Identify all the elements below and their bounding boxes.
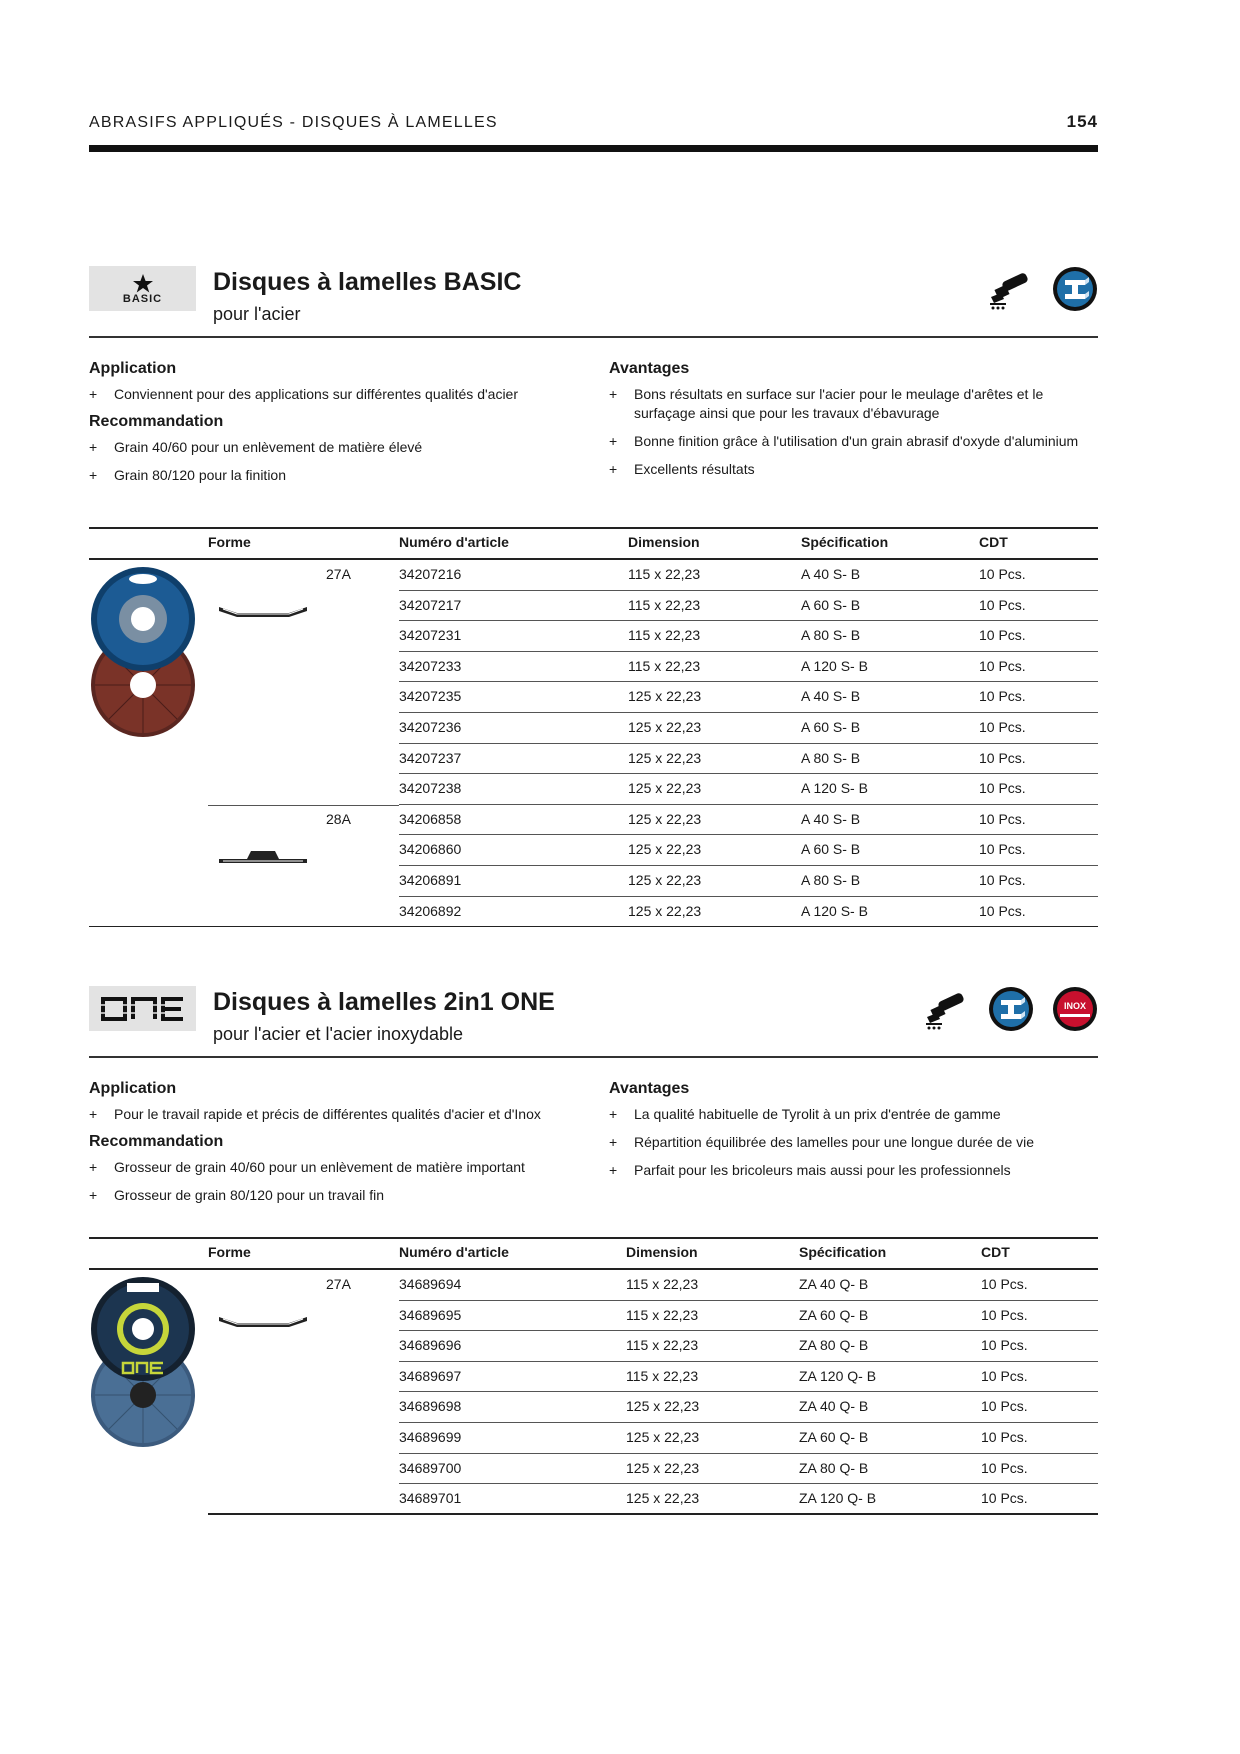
cell-specification: A 60 S- B xyxy=(801,719,861,735)
cell-specification: A 60 S- B xyxy=(801,841,861,858)
cell-cdt: 10 Pcs. xyxy=(979,902,1026,919)
product-subtitle: pour l'acier et l'acier inoxydable xyxy=(213,1024,464,1044)
table-row xyxy=(89,682,1098,713)
table-row xyxy=(89,560,1098,591)
cell-cdt: 10 Pcs. xyxy=(979,627,1026,644)
cell-dimension: 125 x 22,23 xyxy=(628,688,702,705)
cell-dimension: 115 x 22,23 xyxy=(628,627,701,644)
steel-material-icon xyxy=(988,986,1034,1032)
cell-dimension: 115 x 22,23 xyxy=(628,566,701,582)
one-badge xyxy=(89,986,196,1031)
cell-dimension: 125 x 22,23 xyxy=(628,810,702,827)
application-heading: Application xyxy=(89,360,177,377)
avantages-item: + La qualité habituelle de Tyrolit à un prix d'entrée de gamme xyxy=(609,1105,1098,1124)
cell-numero-article: 34207237 xyxy=(399,749,462,766)
cell-cdt: 10 Pcs. xyxy=(981,1337,1028,1354)
cell-numero-article: 34206892 xyxy=(399,902,462,919)
cell-forme: 28A xyxy=(326,810,351,827)
table-row xyxy=(89,1270,1098,1301)
table-row xyxy=(89,1484,1098,1515)
cell-specification: A 80 S- B xyxy=(801,749,861,766)
product-title: Disques à lamelles BASIC xyxy=(213,268,522,296)
inox-material-icon xyxy=(1052,986,1098,1032)
table-row xyxy=(89,1301,1098,1332)
cell-specification: ZA 40 Q- B xyxy=(799,1276,869,1292)
product-basic xyxy=(89,266,1098,494)
basic-badge-label: BASIC xyxy=(122,293,163,305)
cell-dimension: 125 x 22,23 xyxy=(628,872,702,888)
avantages-item: + Excellents résultats xyxy=(609,460,1098,479)
cell-dimension: 125 x 22,23 xyxy=(626,1490,700,1507)
cell-cdt: 10 Pcs. xyxy=(981,1429,1028,1445)
avantages-heading: Avantages xyxy=(609,1080,690,1097)
page-header xyxy=(89,112,1098,132)
inox-label: INOX xyxy=(1063,1001,1086,1011)
header-dimension: Dimension xyxy=(628,534,700,550)
article-table-basic xyxy=(89,527,1098,927)
avantages-heading: Avantages xyxy=(609,360,690,377)
cell-dimension: 115 x 22,23 xyxy=(626,1337,699,1354)
cell-cdt: 10 Pcs. xyxy=(981,1490,1028,1507)
cell-numero-article: 34207235 xyxy=(399,688,462,705)
application-item: + Conviennent pour des applications sur différentes qualités d'acier xyxy=(89,385,609,404)
product-title: Disques à lamelles 2in1 ONE xyxy=(213,988,555,1016)
table-row xyxy=(89,805,1098,836)
recommandation-item: + Grosseur de grain 40/60 pour un enlèvement de matière important xyxy=(89,1158,609,1177)
cell-numero-article: 34689699 xyxy=(399,1429,462,1445)
cell-numero-article: 34206858 xyxy=(399,810,462,827)
recommandation-item: + Grain 80/120 pour la finition xyxy=(89,466,609,485)
cell-specification: A 120 S- B xyxy=(801,780,868,797)
cell-cdt: 10 Pcs. xyxy=(979,688,1026,705)
application-heading: Application xyxy=(89,1080,177,1097)
header-dimension: Dimension xyxy=(626,1244,698,1260)
cell-numero-article: 34207233 xyxy=(399,657,462,674)
header-specification: Spécification xyxy=(801,534,889,550)
header-forme: Forme xyxy=(208,1244,251,1260)
cell-numero-article: 34689700 xyxy=(399,1459,462,1476)
table-row xyxy=(89,744,1098,775)
cell-specification: ZA 120 Q- B xyxy=(799,1367,877,1384)
cell-cdt: 10 Pcs. xyxy=(981,1306,1028,1323)
cell-numero-article: 34206891 xyxy=(399,872,462,888)
cell-dimension: 125 x 22,23 xyxy=(628,902,702,919)
cell-numero-article: 34689701 xyxy=(399,1490,462,1507)
cell-cdt: 10 Pcs. xyxy=(979,566,1026,582)
cell-dimension: 115 x 22,23 xyxy=(626,1367,699,1384)
avantages-item: + Parfait pour les bricoleurs mais aussi pour les professionnels xyxy=(609,1161,1098,1180)
cell-numero-article: 34206860 xyxy=(399,841,462,858)
table-top-rule xyxy=(89,527,1098,529)
cell-dimension: 125 x 22,23 xyxy=(626,1429,700,1445)
header-cdt: CDT xyxy=(979,534,1008,550)
table-row xyxy=(89,897,1098,928)
basic-badge xyxy=(89,266,196,311)
cell-specification: ZA 60 Q- B xyxy=(799,1306,869,1323)
cell-cdt: 10 Pcs. xyxy=(981,1459,1028,1476)
header-forme: Forme xyxy=(208,534,251,550)
table-row xyxy=(89,1392,1098,1423)
cell-specification: ZA 80 Q- B xyxy=(799,1459,869,1476)
application-item: + Pour le travail rapide et précis de différentes qualités d'acier et d'Inox xyxy=(89,1105,609,1124)
cell-numero-article: 34207236 xyxy=(399,719,462,735)
cell-specification: A 120 S- B xyxy=(801,657,868,674)
table-header xyxy=(89,534,1098,556)
header-numero: Numéro d'article xyxy=(399,1244,509,1260)
cell-specification: A 80 S- B xyxy=(801,627,861,644)
cell-cdt: 10 Pcs. xyxy=(981,1276,1028,1292)
angle-grinder-icon xyxy=(988,267,1034,311)
cell-specification: ZA 60 Q- B xyxy=(799,1429,869,1445)
cell-specification: ZA 80 Q- B xyxy=(799,1337,869,1354)
header-specification: Spécification xyxy=(799,1244,887,1260)
cell-dimension: 125 x 22,23 xyxy=(628,841,702,858)
table-row xyxy=(89,1331,1098,1362)
cell-numero-article: 34207216 xyxy=(399,566,462,582)
row-rule xyxy=(89,926,1098,928)
table-header xyxy=(89,1244,1098,1266)
cell-cdt: 10 Pcs. xyxy=(979,657,1026,674)
cell-dimension: 115 x 22,23 xyxy=(628,657,701,674)
table-row xyxy=(89,621,1098,652)
cell-numero-article: 34689698 xyxy=(399,1398,462,1415)
recommandation-heading: Recommandation xyxy=(89,413,224,430)
table-row xyxy=(89,1454,1098,1485)
table-row xyxy=(89,774,1098,805)
cell-cdt: 10 Pcs. xyxy=(981,1398,1028,1415)
product-info xyxy=(89,360,1098,494)
cell-dimension: 115 x 22,23 xyxy=(626,1276,699,1292)
cell-numero-article: 34207217 xyxy=(399,596,462,613)
cell-specification: ZA 120 Q- B xyxy=(799,1490,877,1507)
cell-dimension: 115 x 22,23 xyxy=(626,1306,699,1323)
header-cdt: CDT xyxy=(981,1244,1010,1260)
section-title: ABRASIFS APPLIQUÉS - DISQUES À LAMELLES xyxy=(89,114,498,131)
cell-dimension: 115 x 22,23 xyxy=(628,596,701,613)
recommandation-item: + Grosseur de grain 80/120 pour un travail fin xyxy=(89,1186,609,1205)
avantages-item: + Bons résultats en surface sur l'acier pour le meulage d'arêtes et le surfaçage ainsi que pour les travaux d'ébavurage xyxy=(609,385,1098,423)
cell-numero-article: 34689695 xyxy=(399,1306,462,1323)
angle-grinder-icon xyxy=(924,987,970,1031)
table-row xyxy=(89,1423,1098,1454)
table-top-rule xyxy=(89,1237,1098,1239)
recommandation-heading: Recommandation xyxy=(89,1133,224,1150)
table-row xyxy=(89,591,1098,622)
cell-cdt: 10 Pcs. xyxy=(979,841,1026,858)
product-rule xyxy=(89,1056,1098,1058)
header-rule xyxy=(89,145,1098,152)
avantages-item: + Répartition équilibrée des lamelles pour une longue durée de vie xyxy=(609,1133,1098,1152)
cell-forme: 27A xyxy=(326,1276,351,1292)
cell-specification: A 40 S- B xyxy=(801,688,861,705)
cell-cdt: 10 Pcs. xyxy=(979,780,1026,797)
table-row xyxy=(89,652,1098,683)
cell-dimension: 125 x 22,23 xyxy=(626,1459,700,1476)
header-numero: Numéro d'article xyxy=(399,534,509,550)
cell-numero-article: 34689697 xyxy=(399,1367,462,1384)
table-row xyxy=(89,866,1098,897)
cell-cdt: 10 Pcs. xyxy=(979,719,1026,735)
cell-numero-article: 34207238 xyxy=(399,780,462,797)
cell-cdt: 10 Pcs. xyxy=(979,810,1026,827)
cell-dimension: 125 x 22,23 xyxy=(628,719,702,735)
cell-numero-article: 34689694 xyxy=(399,1276,462,1292)
table-row xyxy=(89,835,1098,866)
cell-cdt: 10 Pcs. xyxy=(979,872,1026,888)
cell-cdt: 10 Pcs. xyxy=(981,1367,1028,1384)
article-table-one xyxy=(89,1237,1098,1527)
table-row xyxy=(89,713,1098,744)
cell-specification: A 80 S- B xyxy=(801,872,861,888)
cell-dimension: 125 x 22,23 xyxy=(628,749,702,766)
cell-numero-article: 34689696 xyxy=(399,1337,462,1354)
recommandation-item: + Grain 40/60 pour un enlèvement de matière élevé xyxy=(89,438,609,457)
cell-cdt: 10 Pcs. xyxy=(979,596,1026,613)
cell-specification: A 40 S- B xyxy=(801,810,861,827)
cell-cdt: 10 Pcs. xyxy=(979,749,1026,766)
product-info xyxy=(89,1080,1098,1214)
product-subtitle: pour l'acier xyxy=(213,304,301,324)
product-one xyxy=(89,986,1098,1214)
cell-specification: A 120 S- B xyxy=(801,902,868,919)
cell-forme: 27A xyxy=(326,566,351,582)
row-rule xyxy=(208,1513,1098,1515)
cell-dimension: 125 x 22,23 xyxy=(626,1398,700,1415)
table-row xyxy=(89,1362,1098,1393)
avantages-item: + Bonne finition grâce à l'utilisation d'un grain abrasif d'oxyde d'aluminium xyxy=(609,432,1098,451)
steel-material-icon xyxy=(1052,266,1098,312)
page-number: 154 xyxy=(1066,112,1098,131)
cell-specification: A 40 S- B xyxy=(801,566,861,582)
cell-specification: A 60 S- B xyxy=(801,596,861,613)
cell-specification: ZA 40 Q- B xyxy=(799,1398,869,1415)
cell-numero-article: 34207231 xyxy=(399,627,462,644)
cell-dimension: 125 x 22,23 xyxy=(628,780,702,797)
product-rule xyxy=(89,336,1098,338)
